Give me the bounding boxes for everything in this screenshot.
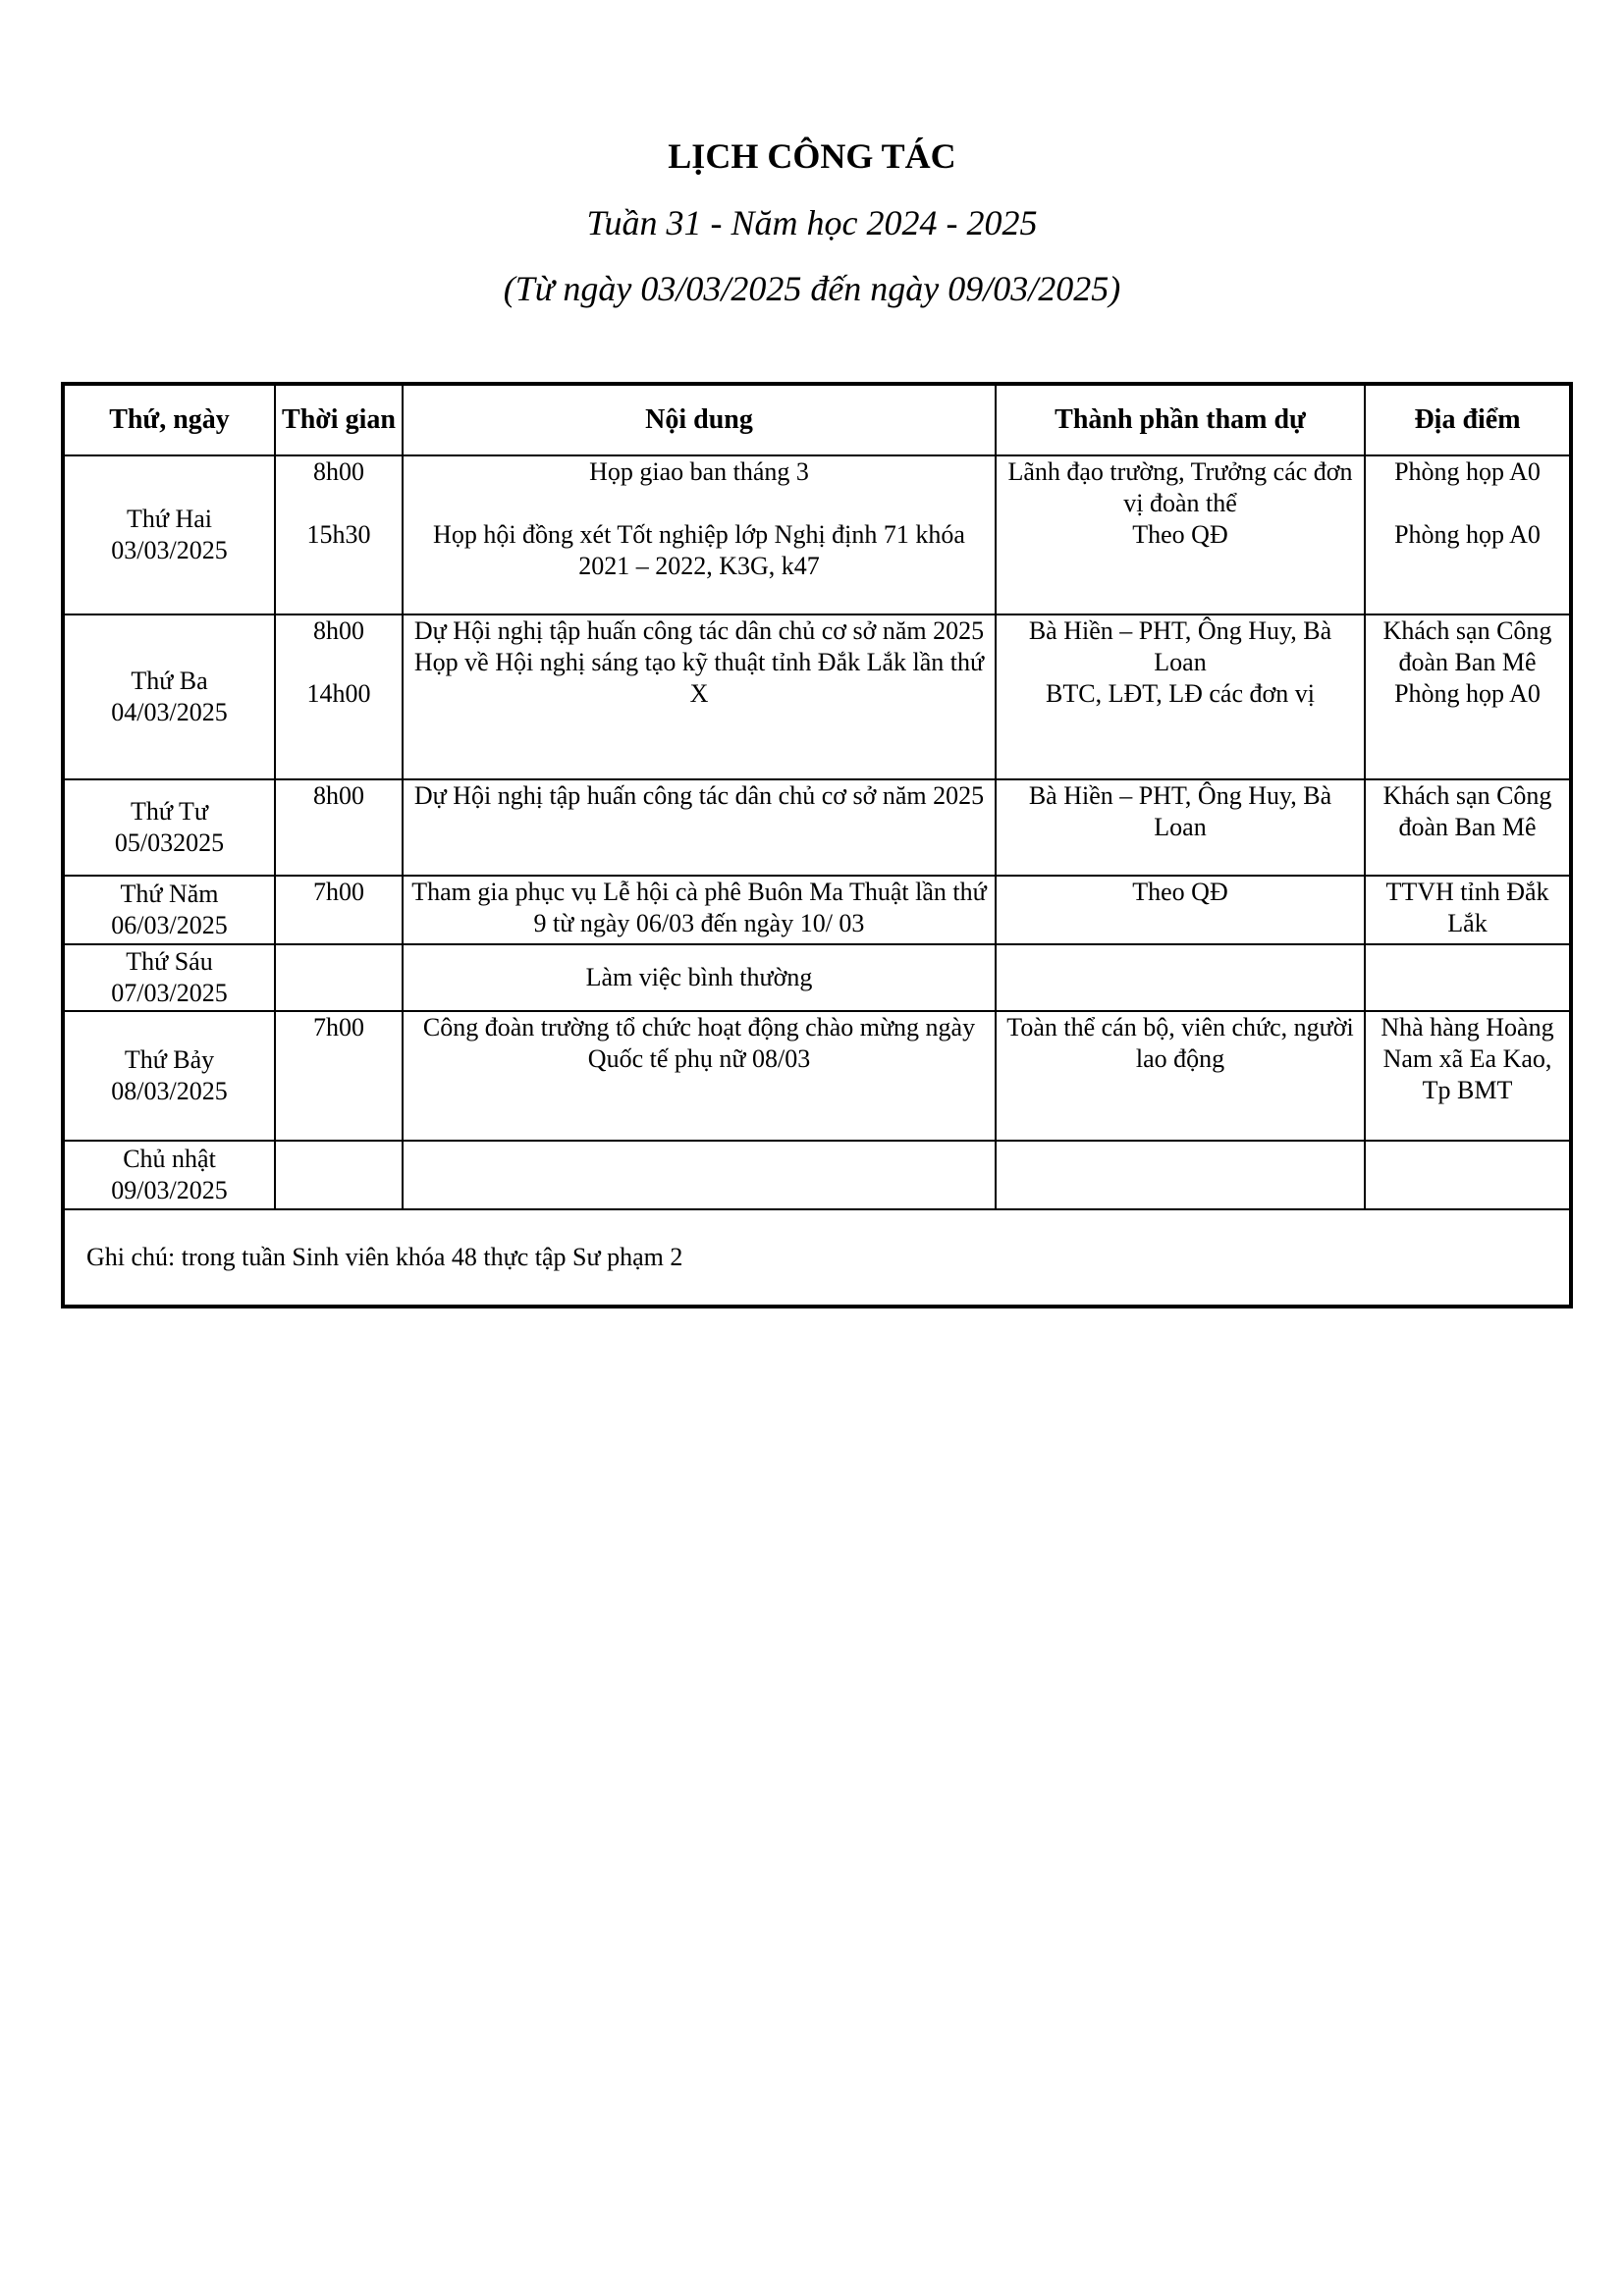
time-value: 8h00 [313, 457, 364, 486]
content-cell: Tham gia phục vụ Lễ hội cà phê Buôn Ma Thuật lần thứ 9 từ ngày 06/03 đến ngày 10/ 03 [403, 876, 996, 944]
participants-cell [996, 1141, 1365, 1209]
location-cell: TTVH tỉnh Đắk Lắk [1365, 876, 1571, 944]
location-text: Phòng họp A0 [1394, 457, 1541, 486]
note-row [63, 1209, 1571, 1307]
day-name: Thứ Tư [131, 797, 208, 826]
table-row [63, 876, 1571, 944]
time-cell [275, 944, 403, 1011]
location-cell [1365, 1141, 1571, 1209]
content-cell: Làm việc bình thường [403, 944, 996, 1011]
participants-text: BTC, LĐT, LĐ các đơn vị [1046, 679, 1315, 708]
content-text: Họp giao ban tháng 3 [589, 457, 809, 486]
day-cell [63, 944, 275, 1011]
day-cell [63, 779, 275, 876]
header-row [63, 384, 1571, 455]
participants-cell: Toàn thể cán bộ, viên chức, người lao động [996, 1011, 1365, 1141]
document-subtitle: Tuần 31 - Năm học 2024 - 2025 [586, 203, 1038, 242]
location-cell [1365, 944, 1571, 1011]
day-cell [63, 614, 275, 779]
time-cell: 7h00 [275, 876, 403, 944]
content-cell: Công đoàn trường tổ chức hoạt động chào mừng ngày Quốc tế phụ nữ 08/03 [403, 1011, 996, 1141]
participants-text: Theo QĐ [1132, 520, 1228, 549]
day-date: 09/03/2025 [111, 1176, 228, 1204]
content-text: Dự Hội nghị tập huấn công tác dân chủ cơ sở năm 2025 [413, 616, 985, 645]
day-date: 04/03/2025 [111, 698, 228, 726]
time-cell [275, 455, 403, 614]
location-text: Khách sạn Công đoàn Ban Mê [1382, 616, 1552, 676]
day-date: 07/03/2025 [111, 979, 228, 1007]
time-cell [275, 1141, 403, 1209]
day-name: Thứ Năm [120, 880, 219, 908]
participants-cell: Bà Hiền – PHT, Ông Huy, Bà Loan [996, 779, 1365, 876]
day-name: Thứ Hai [126, 505, 212, 533]
table-row [63, 779, 1571, 876]
day-name: Chủ nhật [123, 1145, 216, 1173]
location-text: Phòng họp A0 [1394, 520, 1541, 549]
content-cell: Dự Hội nghị tập huấn công tác dân chủ cơ sở năm 2025 [403, 779, 996, 876]
time-cell [275, 614, 403, 779]
table-row [63, 944, 1571, 1011]
participants-cell [996, 944, 1365, 1011]
schedule-table [61, 382, 1573, 1308]
header-time: Thời gian [275, 384, 403, 455]
content-cell [403, 455, 996, 614]
day-name: Thứ Bảy [124, 1045, 215, 1074]
day-cell [63, 876, 275, 944]
day-cell [63, 455, 275, 614]
participants-cell [996, 455, 1365, 614]
day-date: 06/03/2025 [111, 911, 228, 939]
day-cell [63, 1141, 275, 1209]
header-day: Thứ, ngày [63, 384, 275, 455]
content-text: Họp về Hội nghị sáng tạo kỹ thuật tỉnh Đắk Lắk lần thứ X [413, 648, 985, 708]
table-row [63, 455, 1571, 614]
location-text: Phòng họp A0 [1394, 679, 1541, 708]
header-participants: Thành phần tham dự [996, 384, 1365, 455]
day-date: 03/03/2025 [111, 536, 228, 564]
header-content: Nội dung [403, 384, 996, 455]
day-name: Thứ Sáu [126, 947, 213, 976]
day-cell [63, 1011, 275, 1141]
location-cell [1365, 614, 1571, 779]
participants-cell: Theo QĐ [996, 876, 1365, 944]
time-cell: 8h00 [275, 779, 403, 876]
location-cell: Khách sạn Công đoàn Ban Mê [1365, 779, 1571, 876]
time-value: 14h00 [306, 679, 371, 708]
day-date: 05/032025 [114, 828, 225, 857]
time-cell: 7h00 [275, 1011, 403, 1141]
table-row [63, 614, 1571, 779]
table-row [63, 1011, 1571, 1141]
participants-cell [996, 614, 1365, 779]
table-row [63, 1141, 1571, 1209]
day-date: 08/03/2025 [111, 1077, 228, 1105]
time-value: 8h00 [313, 616, 364, 645]
document-title: LỊCH CÔNG TÁC [668, 136, 956, 176]
content-text: Họp hội đồng xét Tốt nghiệp lớp Nghị định 71 khóa 2021 – 2022, K3G, k47 [433, 520, 965, 580]
location-cell: Nhà hàng Hoàng Nam xã Ea Kao, Tp BMT [1365, 1011, 1571, 1141]
day-name: Thứ Ba [131, 667, 208, 695]
content-cell [403, 614, 996, 779]
participants-text: Bà Hiền – PHT, Ông Huy, Bà Loan [1028, 616, 1332, 676]
header-location: Địa điểm [1365, 384, 1571, 455]
date-range: (Từ ngày 03/03/2025 đến ngày 09/03/2025) [503, 269, 1121, 308]
content-cell [403, 1141, 996, 1209]
note-text: Ghi chú: trong tuần Sinh viên khóa 48 thực tập Sư phạm 2 [63, 1209, 1571, 1307]
location-cell [1365, 455, 1571, 614]
participants-text: Lãnh đạo trường, Trưởng các đơn vị đoàn thể [1007, 457, 1353, 517]
time-value: 15h30 [306, 520, 371, 549]
